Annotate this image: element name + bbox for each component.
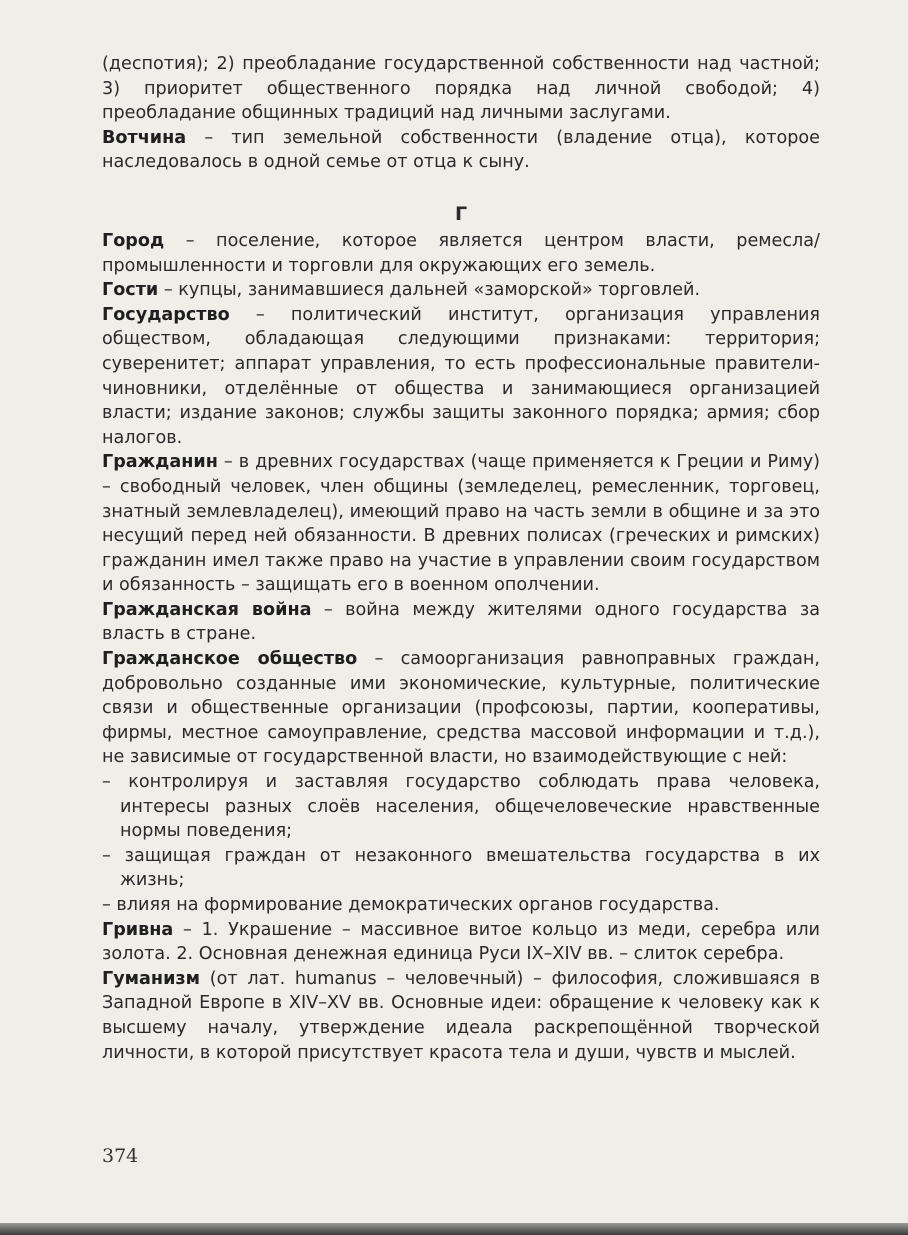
entry-term: Вотчина [102,127,187,148]
list-item: – защищая граждан от незаконного вмешательства государства в их жизнь; [102,845,820,891]
entry-grazhdanskoe-obshchestvo [102,647,820,770]
entry-definition: – тип земельной собственности (владение отца), которое наследовалось в одной семье от отца к сыну. [102,127,820,173]
entry-definition: – война между жителями одного государства за власть в стране. [102,599,820,645]
list-item: – контролируя и заставляя государство соблюдать права человека, интересы разных слоёв населения, общечеловеческие нравственные нормы поведения; [102,772,820,842]
entry-term: Гривна [102,919,174,940]
entry-term: Гости [102,280,159,301]
entry-term: Гражданское общество [102,649,358,670]
entry-definition: (от лат. humanus – человечный) – философия, сложившаяся в Западной Европе в XIV–XV вв. Основные идеи: обращение к человеку как к высшему началу, утверждение идеала раскрепощённой творческой личности, в которой присутствует красота тела и души, чувств и мыслей. [102,968,820,1063]
page-number: 374 [102,1145,139,1167]
entry-term: Государство [102,304,230,325]
scan-edge-shadow [0,1223,908,1235]
entry-definition: – поселение, которое является центром власти, ремесла/промышленности и торговли для окружающих его земель. [102,230,820,276]
entry-definition: – купцы, занимавшиеся дальней «заморской» торговлей. [158,280,701,301]
entry-definition: – политический институт, организация управления обществом, обладающая следующими признаками: территория; суверенитет; аппарат управления, то есть профессиональные правители-чиновники, отделённые от общества и занимающиеся организацией власти; издание законов; службы защиты законного порядка; армия; сбор налогов. [102,304,820,448]
entry-term: Гуманизм [102,968,201,989]
entry-definition: – самоорганизация равноправных граждан, добровольно созданные ими экономические, культурные, политические связи и общественные организации (профсоюзы, партии, кооперативы, фирмы, местное самоуправление, средства массовой информации и т.д.), не зависимые от государственной власти, но взаимодействующие с ней: [102,649,820,768]
entry-definition: – в древних государствах (чаще применяется к Греции и Риму) – свободный человек, член общины (земледелец, ремесленник, торговец, знатный землевладелец), имеющий право на часть земли в общине и за это несущий перед ней обязанности. В древних полисах (греческих и римских) гражданин имел также право на участие в управлении своим государством и обязанность – защищать его в военном ополчении. [102,452,820,596]
entry-definition: – 1. Украшение – массивное витое кольцо из меди, серебра или золота. 2. Основная денежная единица Руси IX–XIV вв. – слиток серебра. [102,919,820,965]
entry-term: Город [102,230,165,251]
entry-term: Гражданская война [102,599,312,620]
intro-paragraph: (деспотия); 2) преобладание государственной собственности над частной; 3) приоритет общественного порядка над личной свободой; 4) преобладание общинных традиций над личными заслугами. [102,54,820,124]
entry-gosudarstvo [102,303,820,451]
entry-term: Гражданин [102,452,218,473]
entry-grivna [102,918,820,967]
entry-gorod [102,229,820,278]
page-body [102,52,820,1065]
list-item: – влияя на формирование демократических органов государства. [102,895,720,915]
entry-gosti [102,278,820,303]
entry-grazhdanin [102,450,820,598]
entry-grazhdanskaya-voina [102,598,820,647]
section-letter: Г [454,202,468,225]
entry-gumanizm [102,967,820,1065]
entry-votchina [102,126,820,175]
